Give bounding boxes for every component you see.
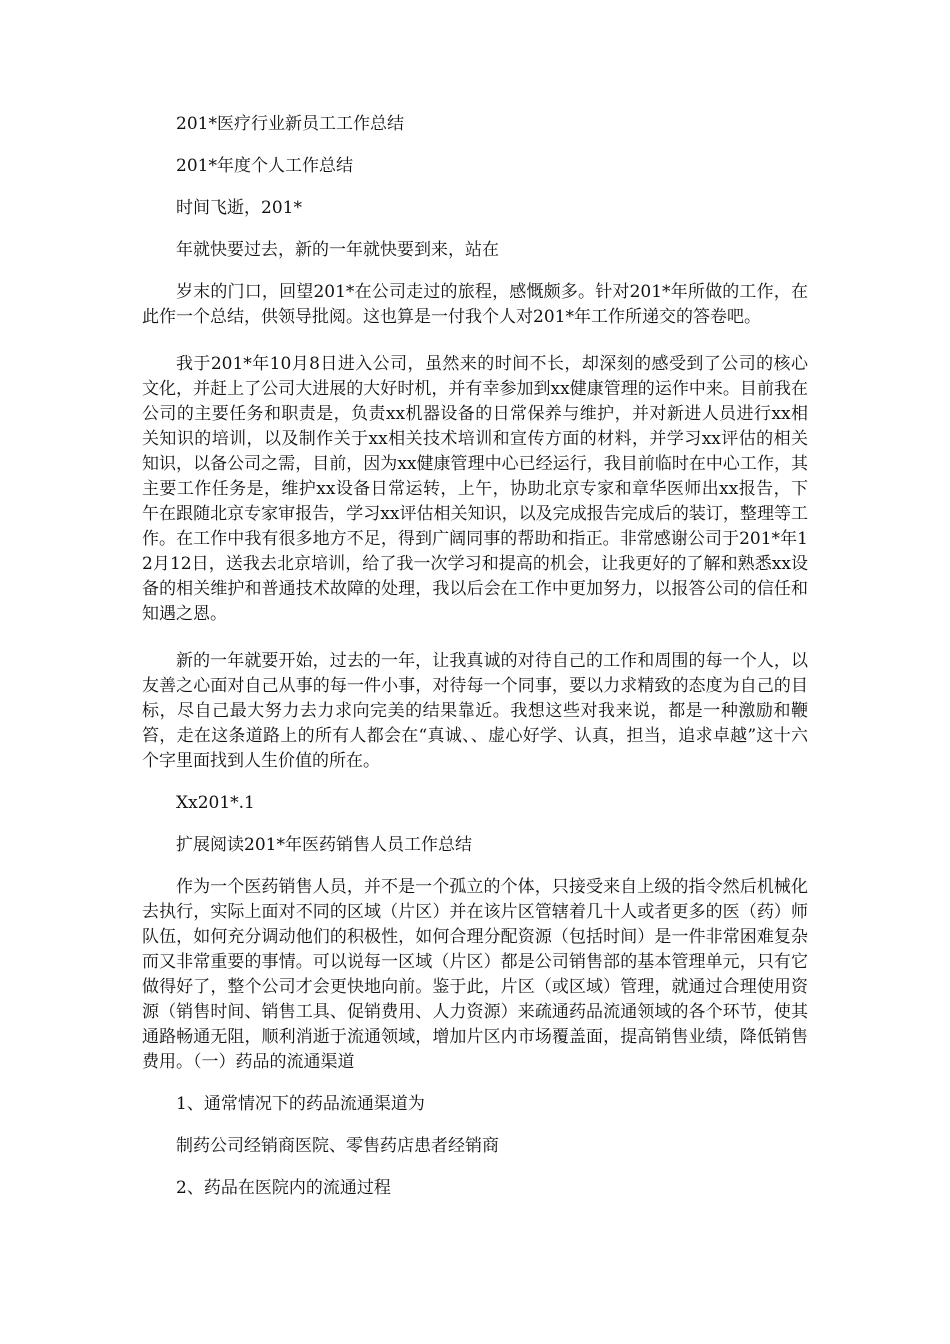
doc-subtitle: 201*年度个人工作总结: [176, 156, 353, 176]
document-page: [142, 112, 808, 1201]
paragraph-5: 新的一年就要开始，过去的一年，让我真诚的对待自己的工作和周围的每一个人，以友善之心面对自己从事的每一件小事，对待每一个同事，要以力求精致的态度为自己的目标，尽自己最大努力去力求向完美的结果靠近。我想这些对我来说，都是一种激励和鞭笞，走在这条道路上的所有人都会在“真诚、、虚心好学、认真，担当，追求卓越”这十六个字里面找到人生价值的所在。: [142, 651, 808, 771]
channel-line: 制药公司经销商医院、零售药店患者经销商: [176, 1136, 499, 1156]
paragraph-3: 岁末的门口，回望201*在公司走过的旅程，感慨颇多。针对201*年所做的工作，在此作一个总结，供领导批阅。这也算是一付我个人对201*年工作所递交的答卷吧。: [142, 282, 808, 327]
paragraph-2: 年就快要过去，新的一年就快要到来，站在: [176, 240, 499, 260]
list-item-2: 2、药品在医院内的流通过程: [176, 1178, 391, 1198]
list-item-1: 1、通常情况下的药品流通渠道为: [176, 1094, 425, 1114]
extended-reading-title: 扩展阅读201*年医药销售人员工作总结: [176, 835, 472, 855]
doc-title: 201*医疗行业新员工工作总结: [176, 114, 404, 134]
signature-date: Xx201*.1: [176, 793, 255, 813]
paragraph-6: 作为一个医药销售人员，并不是一个孤立的个体，只接受来自上级的指令然后机械化去执行，实际上面对不同的区域（片区）并在该片区管辖着几十人或者更多的医（药）师队伍，如何充分调动他们的积极性，如何合理分配资源（包括时间）是一件非常困难复杂而又非常重要的事情。可以说每一区域（片区）都是公司销售部的基本管理单元，只有它做得好了，整个公司才会更快地向前。鉴于此，片区（或区域）管理，就通过合理使用资源（销售时间、销售工具、促销费用、人力资源）来疏通药品流通领域的各个环节，使其通路畅通无阻，顺利消逝于流通领域，增加片区内市场覆盖面，提高销售业绩，降低销售费用。（一）药品的流通渠道: [142, 877, 808, 1072]
paragraph-1: 时间飞逝，201*: [176, 198, 302, 218]
paragraph-4: 我于201*年10月8日进入公司，虽然来的时间不长，却深刻的感受到了公司的核心文化，并赶上了公司大进展的大好时机，并有幸参加到xx健康管理的运作中来。目前我在公司的主要任务和职责是，负责xx机器设备的日常保养与维护，并对新进人员进行xx相关知识的培训，以及制作关于xx相关技术培训和宣传方面的材料，并学习xx评估的相关知识，以备公司之需，目前，因为xx健康管理中心已经运行，我目前临时在中心工作，其主要工作任务是，维护xx设备日常运转，上午，协助北京专家和章华医师出xx报告，下午在跟随北京专家审报告，学习xx评估相关知识，以及完成报告完成后的装订，整理等工作。在工作中我有很多地方不足，得到广阔同事的帮助和指正。非常感谢公司于201*年12月12日，送我去北京培训，给了我一次学习和提高的机会，让我更好的了解和熟悉xx设备的相关维护和普通技术故障的处理，我以后会在工作中更加努力，以报答公司的信任和知遇之恩。: [142, 354, 808, 624]
